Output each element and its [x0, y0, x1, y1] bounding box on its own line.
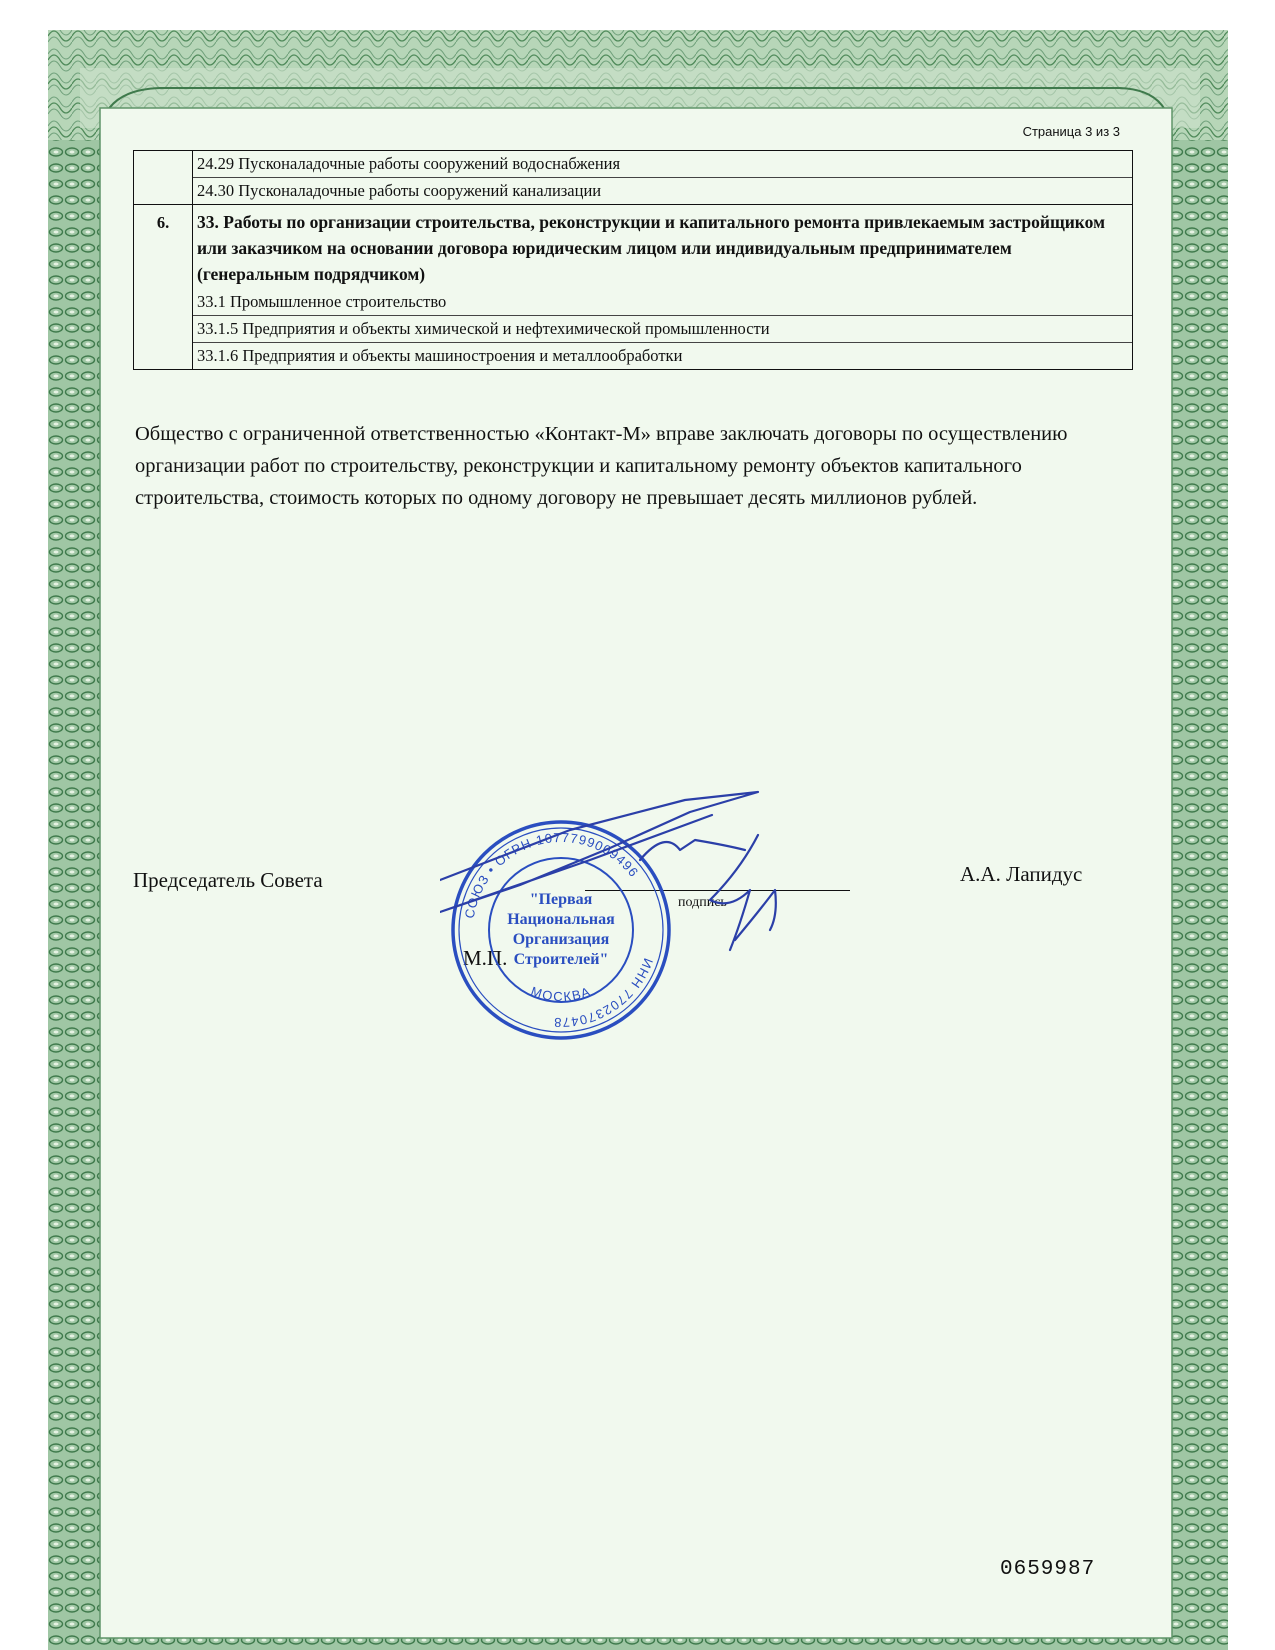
stamp-text-line: "Первая	[529, 891, 593, 908]
stamp-text-line: Строителей"	[513, 951, 609, 968]
signature-caption: подпись	[678, 895, 727, 910]
work-types-table	[133, 150, 1133, 370]
stamp-text-line: Национальная	[507, 911, 615, 928]
row-content-cell	[193, 151, 1133, 205]
signatory-position: Председатель Совета	[133, 868, 323, 892]
row-number-cell	[134, 151, 193, 205]
list-item: 33.1.5 Предприятия и объекты химической и нефтехимической промышленности	[193, 315, 1132, 342]
table-row	[134, 205, 1133, 370]
signatory-name: А.А. Лапидус	[960, 862, 1083, 886]
row-content-cell	[193, 205, 1133, 370]
page-number: Страница 3 из 3	[1022, 124, 1120, 139]
list-item: 33.1 Промышленное строительство	[197, 292, 447, 311]
list-item: 24.29 Пусконаладочные работы сооружений водоснабжения	[197, 154, 621, 173]
seal-mark-label: М.П.	[463, 946, 508, 970]
stamp-ring-left: СОЮЗ • ОГРН 1077799009496	[461, 829, 642, 920]
list-item: 33.1.6 Предприятия и объекты машиностроения и металлообработки	[193, 342, 1132, 369]
section-heading: 33. Работы по организации строительства, реконструкции и капитального ремонта привлекаемым застройщиком или заказчиком на основании договора юридическим лицом или индивидуальным предпринимателем (генеральным подрядчиком)	[197, 212, 1106, 284]
handwritten-signature	[440, 790, 820, 990]
stamp-ring-bottom: МОСКВА	[528, 983, 594, 1005]
table-row	[134, 151, 1133, 205]
row-number-cell: 6.	[134, 205, 193, 370]
permission-statement: Общество с ограниченной ответственностью «Контакт-М» вправе заключать договоры по осуществлению организации работ по строительству, реконструкции и капитальному ремонту объектов капитального строительства, стоимость которых по одному договору не превышает десять миллионов рублей.	[135, 422, 1068, 509]
serial-number: 0659987	[1000, 1558, 1096, 1581]
stamp-text-line: Организация	[512, 931, 610, 948]
stamp-ring-right: ИНН 7702370478	[552, 956, 657, 1031]
list-item: 24.30 Пусконаладочные работы сооружений канализации	[193, 177, 1132, 204]
